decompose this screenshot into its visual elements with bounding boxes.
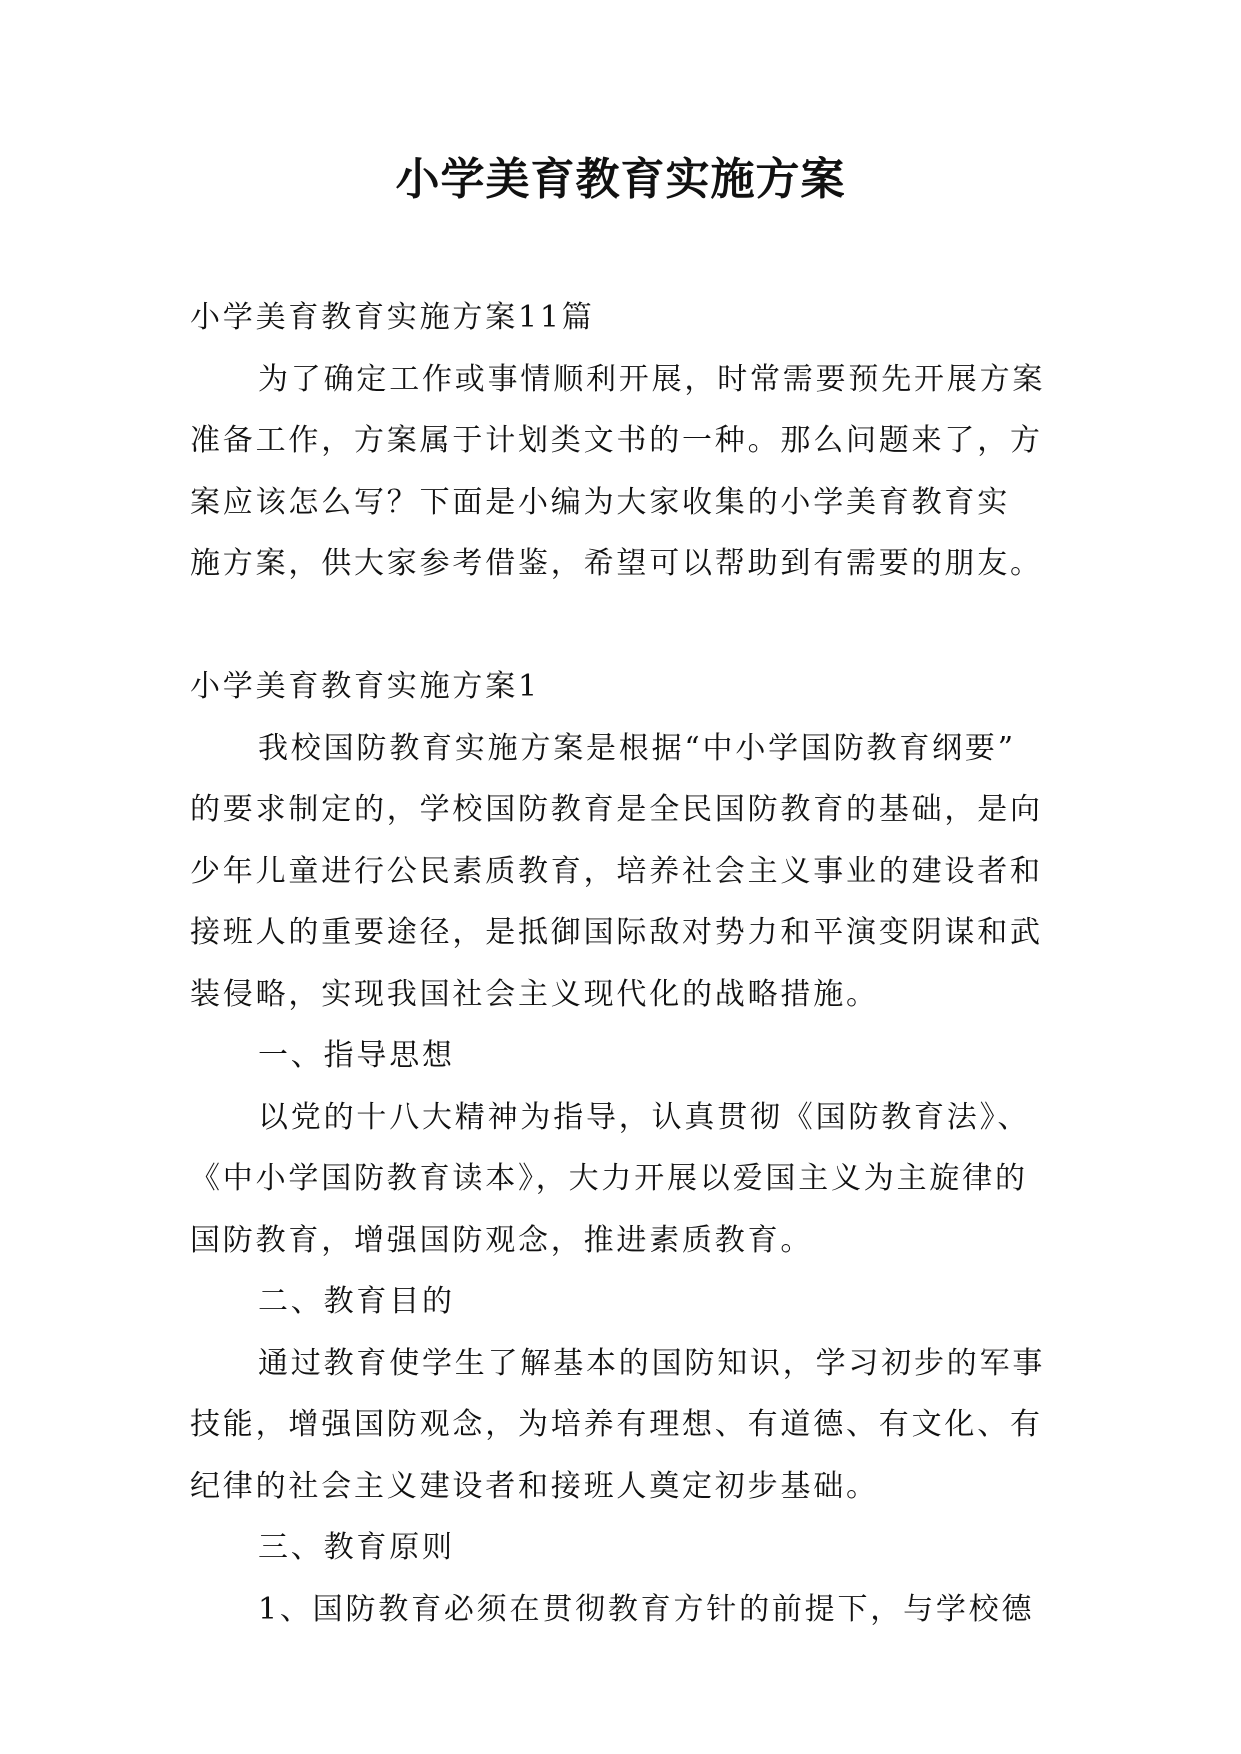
section-heading: 小学美育教育实施方案1 — [190, 669, 540, 704]
document-body — [190, 287, 1050, 1640]
text-line: 《中小学国防教育读本》，大力开展以爱国主义为主旋律的 — [190, 1161, 1028, 1196]
text-line: 国防教育，增强国防观念，推进素质教育。 — [190, 1222, 814, 1258]
text-line: 少年儿童进行公民素质教育，培养社会主义事业的建设者和 — [190, 853, 1043, 889]
text-line: 的要求制定的，学校国防教育是全民国防教育的基础，是向 — [190, 792, 1043, 827]
blank-line — [190, 595, 1050, 657]
subheading: 一、指导思想 — [258, 1038, 455, 1073]
subheading: 三、教育原则 — [258, 1530, 455, 1565]
text-line: 施方案，供大家参考借鉴，希望可以帮助到有需要的朋友。 — [190, 546, 1043, 581]
text-line: 纪律的社会主义建设者和接班人奠定初步基础。 — [190, 1468, 879, 1504]
document-title: 小学美育教育实施方案 — [395, 154, 846, 205]
text-line: 接班人的重要途径，是抵御国际敌对势力和平演变阴谋和武 — [190, 915, 1043, 950]
text-line: 为了确定工作或事情顺利开展，时常需要预先开展方案 — [258, 361, 1046, 397]
text-line: 以党的十八大精神为指导，认真贯彻《国防教育法》、 — [258, 1099, 1031, 1135]
text-line: 技能，增强国防观念，为培养有理想、有道德、有文化、有 — [190, 1407, 1043, 1442]
text-line: 我校国防教育实施方案是根据“中小学国防教育纲要” — [258, 730, 1016, 766]
subheading: 二、教育目的 — [258, 1284, 455, 1319]
text-line: 1、国防教育必须在贯彻教育方针的前提下，与学校德 — [258, 1591, 1035, 1627]
text-line: 案应该怎么写？下面是小编为大家收集的小学美育教育实 — [190, 484, 1010, 520]
text-line: 小学美育教育实施方案11篇 — [190, 300, 595, 335]
text-line: 准备工作，方案属于计划类文书的一种。那么问题来了，方 — [190, 423, 1043, 458]
text-line: 通过教育使学生了解基本的国防知识，学习初步的军事 — [258, 1345, 1046, 1381]
text-line: 装侵略，实现我国社会主义现代化的战略措施。 — [190, 976, 879, 1012]
